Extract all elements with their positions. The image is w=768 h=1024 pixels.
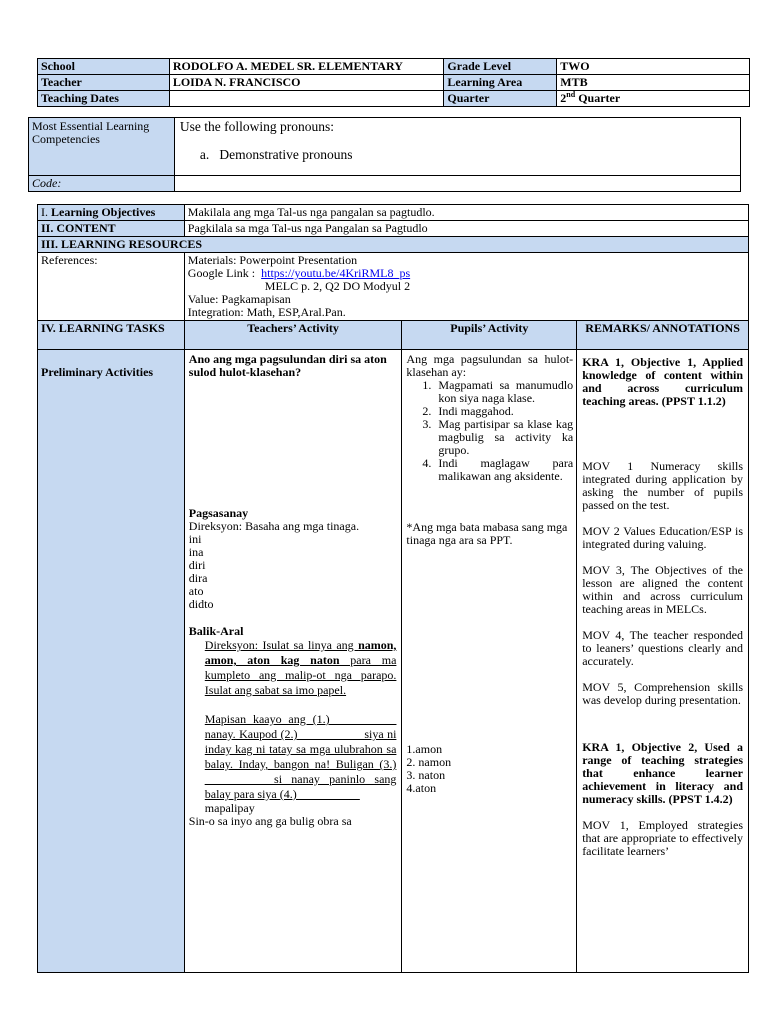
balik-dir-pronouns: namon, amon, aton kag naton xyxy=(204,638,397,667)
dates-value xyxy=(169,91,444,107)
melc-item-text: Demonstrative pronouns xyxy=(219,147,353,162)
melc-line1: Use the following pronouns: xyxy=(179,119,334,134)
mov4-responded: MOV 4, The teacher responded to leaners’ questions clearly and accurately. xyxy=(582,628,743,668)
content-label: II. CONTENT xyxy=(38,221,185,237)
word-item: ina xyxy=(188,545,204,559)
rule-item: 4. Indi maglagaw para malikawan ang aksidente. xyxy=(434,457,573,483)
teacher-question: Ano ang mga pagsulundan diri sa aton sulod hulot-klasehan? xyxy=(188,352,387,379)
mov3-objectives: MOV 3, The Objectives of the lesson are aligned the content within and across curriculum teaching areas in MELCs. xyxy=(582,563,743,616)
melc-content xyxy=(174,118,740,176)
quarter-value xyxy=(557,91,750,107)
objectives-label xyxy=(38,205,185,221)
kra1-objective2: KRA 1, Objective 2, Used a range of teaching strategies that enhance learner achievement in literacy and numeracy skills. (PPST 1.4.2) xyxy=(582,740,743,806)
objectives-text: Learning Objectives xyxy=(51,205,156,219)
melc-table xyxy=(28,117,741,192)
melc-ref: MELC p. 2, Q2 DO Modyul 2 xyxy=(264,279,411,293)
preliminary-label: Preliminary Activities xyxy=(38,350,185,973)
mov1-numeracy: MOV 1 Numeracy skills integrated during application by asking the number of pupils passed on the test. xyxy=(582,459,743,512)
google-label: Google Link : xyxy=(187,266,256,280)
mov2-values: MOV 2 Values Education/ESP is integrated during valuing. xyxy=(582,524,743,551)
code-label: Code: xyxy=(29,176,175,192)
teacher-value: LOIDA N. FRANCISCO xyxy=(169,75,444,91)
pupils-intro: Ang mga pagsulundan sa hulot-klasehan ay: xyxy=(406,352,574,379)
remarks-annotations xyxy=(577,350,749,973)
mapalipay: mapalipay xyxy=(204,801,255,815)
content-value: Pagkilala sa mga Tal-us nga Pangalan sa Pagtudlo xyxy=(184,221,748,237)
quarter-num: 2 xyxy=(560,91,567,105)
answer-item: 1.amon xyxy=(406,742,443,756)
answer-item: 2. namon xyxy=(406,755,452,769)
pagsasanay-direction: Direksyon: Basaha ang mga tinaga. xyxy=(188,519,360,533)
melc-item-marker: a. xyxy=(199,147,210,162)
code-value xyxy=(174,176,740,192)
references-label: References: xyxy=(38,253,185,321)
word-item: diri xyxy=(188,558,206,572)
lesson-plan-table xyxy=(37,204,749,973)
tasks-header: IV. LEARNING TASKS xyxy=(38,321,185,350)
word-item: ini xyxy=(188,532,202,546)
school-label: School xyxy=(38,59,170,75)
word-item: dira xyxy=(188,571,208,585)
teacher-label: Teacher xyxy=(38,75,170,91)
references-content xyxy=(184,253,748,321)
value: Value: Pagkamapisan xyxy=(187,292,291,306)
area-label: Learning Area xyxy=(444,75,557,91)
dates-label: Teaching Dates xyxy=(38,91,170,107)
balik-dir-c: para ma kumpleto ang malip-ot nga parapo. Isulat ang sabat sa imo papel. xyxy=(204,653,397,697)
teacher-last-line: Sin-o sa inyo ang ga bulig obra sa xyxy=(188,814,352,828)
grade-value: TWO xyxy=(557,59,750,75)
balik-dir-a: Direksyon: Isulat sa linya ang xyxy=(204,638,359,652)
mov1-strategies: MOV 1, Employed strategies that are appropriate to effectively facilitate learners’ xyxy=(582,818,743,858)
answer-item: 3. naton xyxy=(406,768,446,782)
balik-aral-direction xyxy=(189,638,399,698)
pupils-activity xyxy=(402,350,577,973)
melc-item xyxy=(180,147,735,163)
rule-item: 2. Indi maggahod. xyxy=(434,405,573,418)
quarter-sup: nd xyxy=(566,90,576,99)
kra1-objective1: KRA 1, Objective 1, Applied knowledge of content within and across curriculum teaching areas. (PPST 1.1.2) xyxy=(582,355,743,408)
pagsasanay-title: Pagsasanay xyxy=(188,506,249,520)
quarter-label: Quarter xyxy=(444,91,557,107)
objectives-num: I. xyxy=(41,205,48,219)
teachers-header: Teachers’ Activity xyxy=(184,321,402,350)
grade-label: Grade Level xyxy=(444,59,557,75)
area-value: MTB xyxy=(557,75,750,91)
melc-label: Most Essential Learning Competencies xyxy=(29,118,175,176)
remarks-header: REMARKS/ ANNOTATIONS xyxy=(577,321,749,350)
balik-aral-title: Balik-Aral xyxy=(188,624,244,638)
rule-item: 1. Magpamati sa manumudlo kon siya naga klase. xyxy=(434,379,573,405)
school-value: RODOLFO A. MEDEL SR. ELEMENTARY xyxy=(169,59,444,75)
objectives-value: Makilala ang mga Tal-us nga pangalan sa pagtudlo. xyxy=(184,205,748,221)
teacher-activity xyxy=(184,350,402,973)
word-item: didto xyxy=(188,597,214,611)
quarter-word: Quarter xyxy=(578,91,621,105)
rule-item: 3. Mag partisipar sa klase kag magbulig sa activity ka grupo. xyxy=(434,418,573,457)
pupils-read-note: *Ang mga bata mabasa sang mga tinaga nga ara sa PPT. xyxy=(406,520,568,547)
integration: Integration: Math, ESP,Aral.Pan. xyxy=(187,305,346,319)
word-item: ato xyxy=(188,584,204,598)
pupils-rules xyxy=(406,379,573,483)
pupils-header: Pupils’ Activity xyxy=(402,321,577,350)
header-table xyxy=(37,58,750,107)
answer-item: 4.aton xyxy=(406,781,437,795)
resources-label: III. LEARNING RESOURCES xyxy=(38,237,749,253)
balik-aral-paragraph: Mapisan kaayo ang (1.) __________ nanay. Kaupod (2.) __________ siya ni inday kag ni tatay sa mga ulubrahon sa balay. Inday, bangon na! Buligan (3.) __________ si nanay paninlo sang balay para siya (4.) __________ xyxy=(204,712,397,801)
materials: Materials: Powerpoint Presentation xyxy=(187,253,358,267)
google-link[interactable]: https://youtu.be/4KriRML8_ps xyxy=(261,266,411,280)
mov5-comprehension: MOV 5, Comprehension skills was develop during presentation. xyxy=(582,680,743,707)
